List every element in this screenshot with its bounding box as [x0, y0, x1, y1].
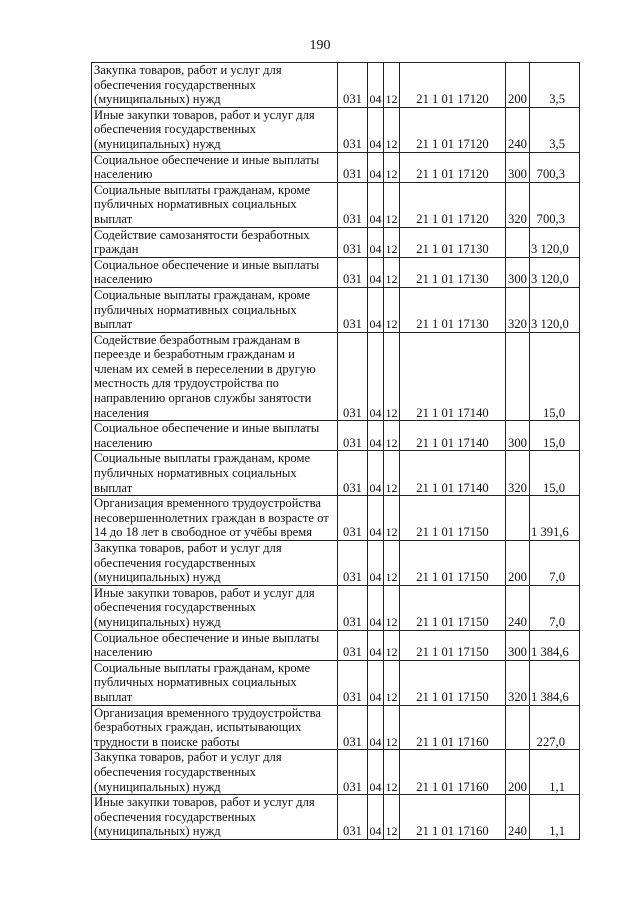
row-sum-cell: 7,0	[530, 585, 580, 630]
row-expense-type-cell: 320	[506, 287, 530, 332]
table-row	[92, 257, 580, 287]
row-expense-type-cell: 300	[506, 257, 530, 287]
row-target-article-cell: 21 1 01 17140	[400, 421, 506, 451]
table-row	[92, 63, 580, 108]
row-expense-type-cell: 240	[506, 107, 530, 152]
row-sum-cell: 1,1	[530, 795, 580, 840]
row-subsection-cell: 12	[384, 107, 400, 152]
row-section-cell: 04	[368, 585, 384, 630]
table-row	[92, 227, 580, 257]
row-section-cell: 04	[368, 660, 384, 705]
row-section-cell: 04	[368, 421, 384, 451]
row-target-article-cell: 21 1 01 17120	[400, 152, 506, 182]
row-ved-cell: 031	[338, 63, 368, 108]
row-sum-cell: 1,1	[530, 750, 580, 795]
row-sum-cell: 7,0	[530, 541, 580, 586]
row-subsection-cell: 12	[384, 451, 400, 496]
row-name-cell: Иные закупки товаров, работ и услуг для обеспечения государственных (муниципальных) нужд	[92, 585, 338, 630]
row-sum-cell: 15,0	[530, 332, 580, 421]
row-name-cell: Социальное обеспечение и иные выплаты населению	[92, 630, 338, 660]
row-sum-cell: 227,0	[530, 705, 580, 750]
row-target-article-cell: 21 1 01 17120	[400, 63, 506, 108]
row-subsection-cell: 12	[384, 257, 400, 287]
row-target-article-cell: 21 1 01 17160	[400, 795, 506, 840]
row-ved-cell: 031	[338, 795, 368, 840]
row-target-article-cell: 21 1 01 17140	[400, 451, 506, 496]
row-subsection-cell: 12	[384, 287, 400, 332]
row-target-article-cell: 21 1 01 17140	[400, 332, 506, 421]
row-name-cell: Социальное обеспечение и иные выплаты населению	[92, 152, 338, 182]
row-sum-cell: 700,3	[530, 182, 580, 227]
row-target-article-cell: 21 1 01 17150	[400, 496, 506, 541]
table-row	[92, 795, 580, 840]
row-name-cell: Организация временного трудоустройства несовершеннолетних граждан в возрасте от 14 до 18 лет в свободное от учёбы время	[92, 496, 338, 541]
row-ved-cell: 031	[338, 227, 368, 257]
row-subsection-cell: 12	[384, 660, 400, 705]
row-name-cell: Содействие самозанятости безработных граждан	[92, 227, 338, 257]
row-ved-cell: 031	[338, 332, 368, 421]
row-ved-cell: 031	[338, 421, 368, 451]
row-section-cell: 04	[368, 496, 384, 541]
row-expense-type-cell: 320	[506, 182, 530, 227]
row-sum-cell: 3 120,0	[530, 227, 580, 257]
table-row	[92, 585, 580, 630]
row-subsection-cell: 12	[384, 182, 400, 227]
row-section-cell: 04	[368, 63, 384, 108]
row-ved-cell: 031	[338, 660, 368, 705]
row-target-article-cell: 21 1 01 17130	[400, 257, 506, 287]
row-expense-type-cell: 300	[506, 630, 530, 660]
row-expense-type-cell: 200	[506, 750, 530, 795]
table-body	[92, 63, 580, 840]
row-section-cell: 04	[368, 182, 384, 227]
row-expense-type-cell: 320	[506, 660, 530, 705]
row-target-article-cell: 21 1 01 17150	[400, 630, 506, 660]
row-subsection-cell: 12	[384, 332, 400, 421]
row-section-cell: 04	[368, 107, 384, 152]
row-target-article-cell: 21 1 01 17150	[400, 660, 506, 705]
table-row	[92, 421, 580, 451]
row-name-cell: Иные закупки товаров, работ и услуг для обеспечения государственных (муниципальных) нужд	[92, 107, 338, 152]
row-ved-cell: 031	[338, 287, 368, 332]
row-subsection-cell: 12	[384, 630, 400, 660]
row-expense-type-cell: 300	[506, 152, 530, 182]
row-section-cell: 04	[368, 257, 384, 287]
row-subsection-cell: 12	[384, 63, 400, 108]
row-sum-cell: 3,5	[530, 63, 580, 108]
row-subsection-cell: 12	[384, 227, 400, 257]
row-ved-cell: 031	[338, 496, 368, 541]
row-subsection-cell: 12	[384, 585, 400, 630]
row-subsection-cell: 12	[384, 795, 400, 840]
row-sum-cell: 1 384,6	[530, 630, 580, 660]
row-sum-cell: 1 384,6	[530, 660, 580, 705]
row-expense-type-cell: 240	[506, 585, 530, 630]
row-section-cell: 04	[368, 227, 384, 257]
table-row	[92, 705, 580, 750]
row-expense-type-cell	[506, 705, 530, 750]
row-expense-type-cell	[506, 496, 530, 541]
row-subsection-cell: 12	[384, 496, 400, 541]
row-expense-type-cell: 200	[506, 541, 530, 586]
row-target-article-cell: 21 1 01 17150	[400, 585, 506, 630]
row-section-cell: 04	[368, 287, 384, 332]
table-row	[92, 451, 580, 496]
row-name-cell: Закупка товаров, работ и услуг для обеспечения государственных (муниципальных) нужд	[92, 750, 338, 795]
row-target-article-cell: 21 1 01 17160	[400, 705, 506, 750]
row-ved-cell: 031	[338, 705, 368, 750]
row-name-cell: Иные закупки товаров, работ и услуг для обеспечения государственных (муниципальных) нужд	[92, 795, 338, 840]
table-row	[92, 152, 580, 182]
table-row	[92, 630, 580, 660]
row-expense-type-cell: 200	[506, 63, 530, 108]
row-target-article-cell: 21 1 01 17130	[400, 227, 506, 257]
row-ved-cell: 031	[338, 750, 368, 795]
row-name-cell: Социальные выплаты гражданам, кроме публичных нормативных социальных выплат	[92, 660, 338, 705]
row-expense-type-cell: 240	[506, 795, 530, 840]
row-expense-type-cell: 320	[506, 451, 530, 496]
row-section-cell: 04	[368, 795, 384, 840]
row-subsection-cell: 12	[384, 152, 400, 182]
row-subsection-cell: 12	[384, 541, 400, 586]
row-sum-cell: 15,0	[530, 451, 580, 496]
table-row	[92, 287, 580, 332]
row-sum-cell: 3,5	[530, 107, 580, 152]
row-name-cell: Закупка товаров, работ и услуг для обеспечения государственных (муниципальных) нужд	[92, 63, 338, 108]
table-row	[92, 182, 580, 227]
row-subsection-cell: 12	[384, 705, 400, 750]
row-expense-type-cell	[506, 332, 530, 421]
row-target-article-cell: 21 1 01 17120	[400, 182, 506, 227]
row-ved-cell: 031	[338, 585, 368, 630]
row-sum-cell: 1 391,6	[530, 496, 580, 541]
row-sum-cell: 3 120,0	[530, 287, 580, 332]
row-ved-cell: 031	[338, 152, 368, 182]
row-section-cell: 04	[368, 705, 384, 750]
row-target-article-cell: 21 1 01 17130	[400, 287, 506, 332]
row-ved-cell: 031	[338, 541, 368, 586]
row-section-cell: 04	[368, 451, 384, 496]
row-name-cell: Социальные выплаты гражданам, кроме публичных нормативных социальных выплат	[92, 287, 338, 332]
row-name-cell: Организация временного трудоустройства безработных граждан, испытывающих трудности в поиске работы	[92, 705, 338, 750]
row-name-cell: Социальные выплаты гражданам, кроме публичных нормативных социальных выплат	[92, 451, 338, 496]
row-ved-cell: 031	[338, 182, 368, 227]
row-ved-cell: 031	[338, 630, 368, 660]
row-expense-type-cell: 300	[506, 421, 530, 451]
row-name-cell: Социальное обеспечение и иные выплаты населению	[92, 421, 338, 451]
table-row	[92, 541, 580, 586]
page-number: 190	[309, 38, 331, 53]
row-section-cell: 04	[368, 152, 384, 182]
table-row	[92, 107, 580, 152]
row-section-cell: 04	[368, 541, 384, 586]
row-name-cell: Социальные выплаты гражданам, кроме публичных нормативных социальных выплат	[92, 182, 338, 227]
table-row	[92, 496, 580, 541]
row-target-article-cell: 21 1 01 17150	[400, 541, 506, 586]
row-target-article-cell: 21 1 01 17120	[400, 107, 506, 152]
row-expense-type-cell	[506, 227, 530, 257]
budget-table	[91, 62, 580, 840]
row-name-cell: Закупка товаров, работ и услуг для обеспечения государственных (муниципальных) нужд	[92, 541, 338, 586]
row-section-cell: 04	[368, 332, 384, 421]
row-sum-cell: 15,0	[530, 421, 580, 451]
row-name-cell: Содействие безработным гражданам в переезде и безработным гражданам и членам их семей в переселении в другую местность для трудоустройства по направлению органов службы занятости населения	[92, 332, 338, 421]
table-row	[92, 750, 580, 795]
table-row	[92, 332, 580, 421]
row-sum-cell: 700,3	[530, 152, 580, 182]
row-sum-cell: 3 120,0	[530, 257, 580, 287]
row-section-cell: 04	[368, 630, 384, 660]
row-ved-cell: 031	[338, 257, 368, 287]
row-target-article-cell: 21 1 01 17160	[400, 750, 506, 795]
row-subsection-cell: 12	[384, 421, 400, 451]
row-ved-cell: 031	[338, 107, 368, 152]
row-ved-cell: 031	[338, 451, 368, 496]
row-section-cell: 04	[368, 750, 384, 795]
row-subsection-cell: 12	[384, 750, 400, 795]
row-name-cell: Социальное обеспечение и иные выплаты населению	[92, 257, 338, 287]
table-row	[92, 660, 580, 705]
